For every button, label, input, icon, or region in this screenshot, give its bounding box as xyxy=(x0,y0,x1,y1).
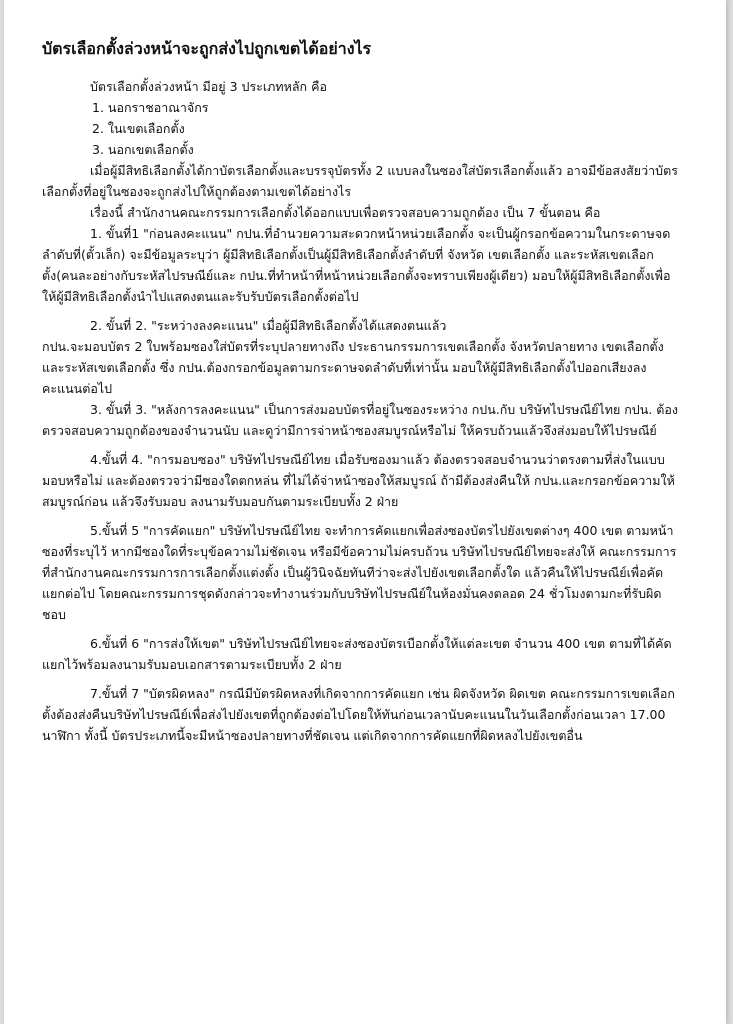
document-body xyxy=(42,76,682,746)
step-paragraph: 4.ขั้นที่ 4. "การมอบซอง" บริษัทไปรษณีย์ไทย เมื่อรับซองมาแล้ว ต้องตรวจสอบจำนวนว่าตรงตามที่ส่งในแบบมอบหรือไม่ และต้องตรวจว่ามีซองใดตกหล่น ที่ไม่ได้จ่าหน้าซองให้สมบูรณ์ ถ้ามีต้องส่งคืนให้ กปน.และกรอกข้อความให้สมบูรณ์ก่อน แล้วจึงรับมอบ ลงนามรับมอบกันตามระเบียบทั้ง 2 ฝ่าย xyxy=(42,452,675,509)
intro-line: บัตรเลือกตั้งล่วงหน้า มีอยู่ 3 ประเภทหลัก คือ xyxy=(90,79,327,94)
step-paragraph: 3. ขั้นที่ 3. "หลังการลงคะแนน" เป็นการส่งมอบบัตรที่อยู่ในซองระหว่าง กปน.กับ บริษัทไปรษณีย์ไทย กปน. ต้องตรวจสอบความถูกต้องของจำนวนนับ และดูว่ามีการจ่าหน้าซองสมบูรณ์หรือไม่ ให้ครบถ้วนแล้วจึงส่งมอบให้ไปรษณีย์ xyxy=(42,402,678,438)
step-paragraph: 1. ขั้นที่1 "ก่อนลงคะแนน" กปน.ที่อำนวยความสะดวกหน้าหน่วยเลือกตั้ง จะเป็นผู้กรอกข้อความในกระดาษจดลำดับที่(ตั้วเล็ก) จะมีข้อมูลระบุว่า ผู้มีสิทธิเลือกตั้งเป็นผู้มีสิทธิเลือกตั้งลำดับที่ จังหวัด เขตเลือกตั้ง และระหัสเขตเลือกตั้ง(คนละอย่างกับระหัสไปรษณีย์และ กปน.ที่ทำหน้าที่หน้าหน่วยเลือกตั้งจะทราบเพียงผู้เดียว) มอบให้ผู้มีสิทธิเลือกตั้งเพื่อให้ผู้มีสิทธิเลือกตั้งนำไปแสดงตนและรับรับบัตรเลือกตั้งต่อไป xyxy=(42,226,671,304)
type-item: 2. ในเขตเลือกตั้ง xyxy=(92,121,185,136)
step-paragraph: 6.ขั้นที่ 6 "การส่งให้เขต" บริษัทไปรษณีย์ไทยจะส่งซองบัตรเบือกตั้งให้แต่ละเขต จำนวน 400 เขต ตามที่ได้คัดแยกไว้พร้อมลงนามรับมอบเอกสารตามระเบียบทั้ง 2 ฝ่าย xyxy=(42,636,672,672)
type-item: 3. นอกเขตเลือกตั้ง xyxy=(92,142,194,157)
answer-paragraph: เรื่องนี้ สำนักงานคณะกรรมการเลือกตั้งได้ออกแบบเพื่อตรวจสอบความถูกต้อง เป็น 7 ขั้นตอน คือ xyxy=(90,205,601,220)
question-paragraph: เมื่อผู้มีสิทธิเลือกตั้งได้กาบัตรเลือกตั้งและบรรจุบัตรทั้ง 2 แบบลงในซองใส่บัตรเลือกตั้งแล้ว อาจมีข้อสงสัยว่าบัตรเลือกตั้งที่อยู่ในซองจะถูกส่งไปให้ถูกต้องตามเขตได้อย่างไร xyxy=(42,163,678,199)
document-page xyxy=(4,0,726,1024)
step-paragraph: 7.ขั้นที่ 7 "บัตรผิดหลง" กรณีมีบัตรผิดหลงที่เกิดจากการคัดแยก เช่น ผิดจังหวัด ผิดเขต คณะกรรมการเขตเลือกตั้งต้องส่งคืนบริษัทไปรษณีย์เพื่อส่งไปยังเขตที่ถูกต้องต่อไปโดยให้ทันก่อนเวลานับคะแนนในวันเลือกตั้งก่อนเวลา 17.00 นาฬิกา ทั้งนี้ บัตรประเภทนี้จะมีหน้าซองปลายทางที่ชัดเจน แต่เกิดจากการคัดแยกที่ผิดหลงไปยังเขตอื่น xyxy=(42,686,675,743)
step-paragraph: 2. ขั้นที่ 2. "ระหว่างลงคะแนน" เมื่อผู้มีสิทธิเลือกตั้งได้แสดงตนแล้ว xyxy=(90,318,447,333)
step-paragraph: 5.ขั้นที่ 5 "การคัดแยก" บริษัทไปรษณีย์ไทย จะทำการคัดแยกเพื่อส่งซองบัตรไปยังเขตต่างๆ 400 เขต ตามหน้าซองที่ระบุไว้ หากมีซองใดที่ระบุข้อความไม่ชัดเจน หรือมีข้อความไม่ครบถ้วน บริษัทไปรษณีย์ไทยจะส่งให้ คณะกรรมการที่สำนักงานคณะกรรมการการเลือกตั้งแต่งตั้ง เป็นผู้วินิจฉัยทันทีว่าจะส่งไปยังเขตเลือกตั้งใด แล้วคืนให้ไปรษณีย์เพื่อคัดแยกต่อไป โดยคณะกรรมการชุดดังกล่าวจะทำงานร่วมกับบริษัทไปรษณีย์ในห้องมั่นคงตลอด 24 ชั่วโมงตามกะที่รับผิดชอบ xyxy=(42,523,677,622)
document-title: บัตรเลือกตั้งล่วงหน้าจะถูกส่งไปถูกเขตได้อย่างไร xyxy=(42,39,372,58)
type-item: 1. นอกราชอาณาจักร xyxy=(92,100,209,115)
step-paragraph: กปน.จะมอบบัตร 2 ใบพร้อมซองใส่บัตรที่ระบุปลายทางถึง ประธานกรรมการเขตเลือกตั้ง จังหวัดปลายทาง เขตเลือกตั้งและระหัสเขตเลือกตั้ง ซึ่ง กปน.ต้องกรอกข้อมูลตามกระดาษจดลำดับที่เท่านั้น มอบให้ผู้มีสิทธิเลือกตั้งไปออกเสียงลงคะแนนต่อไป xyxy=(42,339,664,396)
